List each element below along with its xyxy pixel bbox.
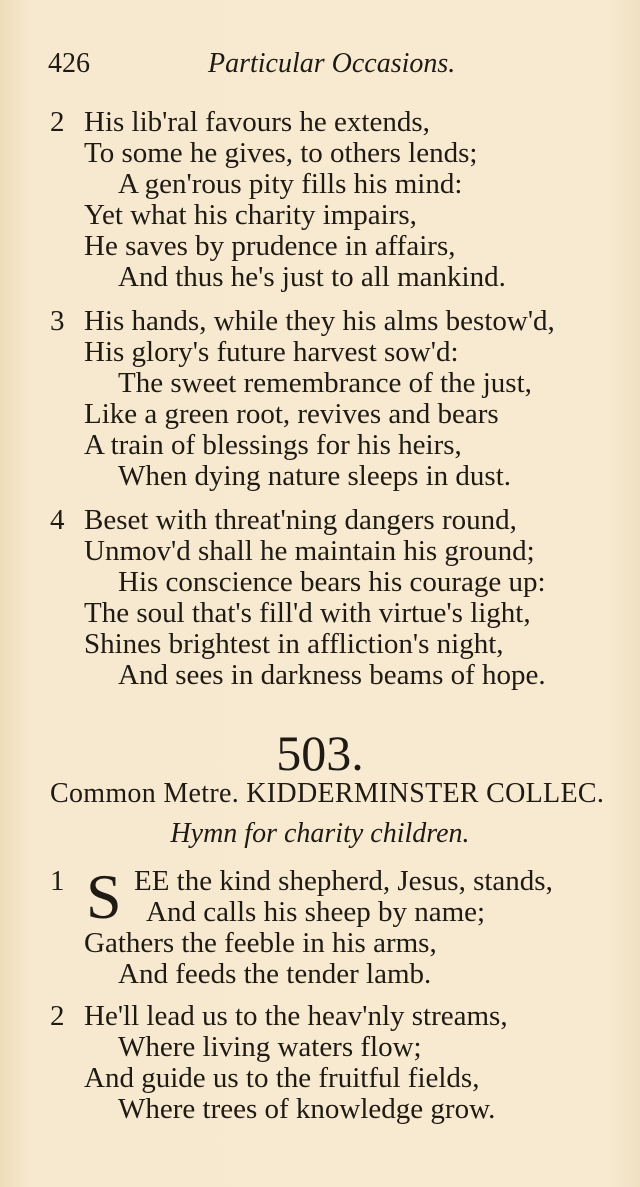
verse-text: And feeds the tender lamb. [118, 958, 432, 990]
verse-line [50, 107, 630, 138]
stanza-503-1 [50, 861, 630, 990]
stanza-number: 2 [50, 1000, 65, 1032]
verse-text: And thus he's just to all mankind. [118, 261, 506, 293]
stanza-4 [50, 505, 630, 691]
verse-text: Where living waters flow; [118, 1031, 422, 1063]
verse-text: His hands, while they his alms bestow'd, [84, 305, 555, 337]
verse-text: He'll lead us to the heav'nly streams, [84, 1000, 508, 1032]
verse-text: EE the kind shepherd, Jesus, stands, [134, 865, 553, 897]
verse-text: The soul that's fill'd with virtue's light, [84, 597, 531, 629]
verse-text: Shines brightest in affliction's night, [84, 628, 504, 660]
stanza-503-2 [50, 1001, 630, 1125]
verse-line [50, 536, 630, 567]
verse-text: And guide us to the fruitful fields, [84, 1062, 480, 1094]
hymn-meter: Common Metre. KIDDERMINSTER COLLEC. [50, 778, 605, 809]
verse-line [50, 262, 630, 293]
verse-text: He saves by prudence in affairs, [84, 230, 456, 262]
verse-text: To some he gives, to others lends; [84, 137, 478, 169]
verse-line [50, 231, 630, 262]
stanza-number: 4 [50, 504, 65, 536]
verse-text: His lib'ral favours he extends, [84, 106, 430, 138]
hymn-title: Hymn for charity children. [170, 818, 470, 849]
verse-text: His conscience bears his courage up: [118, 566, 546, 598]
verse-line [50, 660, 630, 691]
page-header [48, 48, 478, 88]
stanza-number: 1 [50, 865, 65, 897]
verse-line [50, 399, 630, 430]
verse-line [50, 1063, 630, 1094]
hymn-number: 503. [276, 725, 364, 781]
verse-line [50, 461, 630, 492]
verse-text: A train of blessings for his heirs, [84, 429, 462, 461]
verse-text: Yet what his charity impairs, [84, 199, 417, 231]
verse-line [50, 598, 630, 629]
verse-line [50, 200, 630, 231]
verse-line [50, 368, 630, 399]
verse-text: Gathers the feeble in his arms, [84, 927, 437, 959]
verse-text: Like a green root, revives and bears [84, 398, 499, 430]
verse-line [50, 629, 630, 660]
stanza-number: 2 [50, 106, 65, 138]
verse-text: His glory's future harvest sow'd: [84, 336, 459, 368]
verse-line [50, 169, 630, 200]
verse-line [50, 306, 630, 337]
verse-line [50, 138, 630, 169]
verse-line [50, 1001, 630, 1032]
verse-line [50, 959, 630, 990]
verse-line [50, 897, 630, 928]
verse-text: Where trees of knowledge grow. [118, 1093, 496, 1125]
verse-text: Beset with threat'ning dangers round, [84, 504, 517, 536]
verse-text: Unmov'd shall he maintain his ground; [84, 535, 535, 567]
verse-line [50, 928, 630, 959]
stanza-2 [50, 107, 630, 293]
page-number: 426 [48, 48, 90, 79]
verse-line [50, 567, 630, 598]
verse-text: The sweet remembrance of the just, [118, 367, 532, 399]
verse-line [50, 430, 630, 461]
running-head: Particular Occasions. [208, 48, 456, 79]
stanza-3 [50, 306, 630, 492]
stanza-number: 3 [50, 305, 65, 337]
verse-text: And calls his sheep by name; [146, 896, 486, 928]
verse-line [50, 505, 630, 536]
verse-text: When dying nature sleeps in dust. [118, 460, 512, 492]
verse-text: And sees in darkness beams of hope. [118, 659, 546, 691]
verse-line [50, 1032, 630, 1063]
verse-text: A gen'rous pity fills his mind: [118, 168, 463, 200]
verse-line [50, 1094, 630, 1125]
drop-cap: S [86, 861, 122, 932]
verse-line [50, 337, 630, 368]
